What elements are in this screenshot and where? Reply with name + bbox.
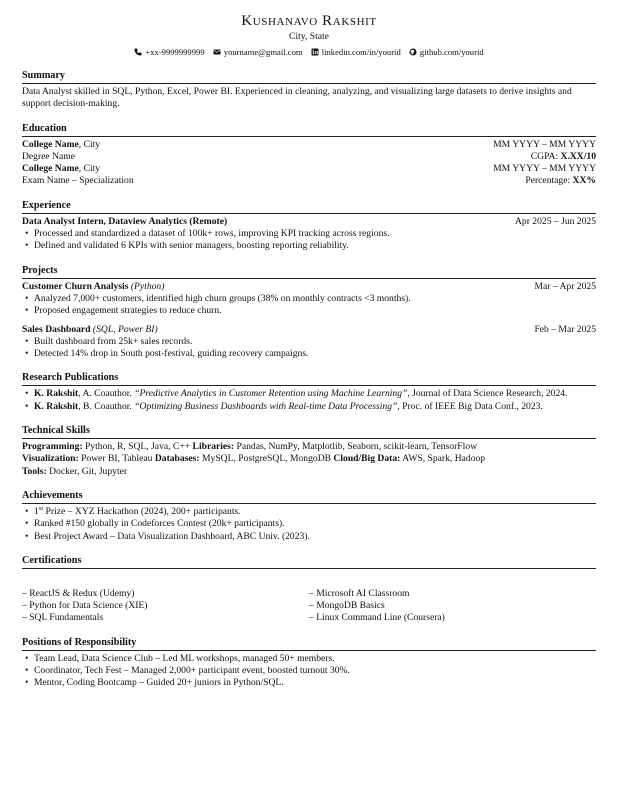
skill-value: Python, R, SQL, Java, C++ bbox=[82, 441, 193, 453]
candidate-location: City, State bbox=[289, 31, 329, 42]
list-item: • Built dashboard from 25k+ sales records. bbox=[22, 336, 596, 348]
publication-title: “Optimizing Business Dashboards with Real-time Data Processing” bbox=[134, 400, 398, 412]
publication-list bbox=[22, 388, 596, 413]
skill-label: Visualization: bbox=[22, 453, 79, 465]
project-tech: (SQL, Power BI) bbox=[92, 323, 158, 335]
summary-heading: Summary bbox=[22, 70, 596, 84]
list-item: • Defined and validated 6 KPIs with senior managers, boosting reporting reliability. bbox=[22, 240, 596, 252]
publication-author: K. Rakshit bbox=[34, 400, 79, 412]
project-name: Sales Dashboard bbox=[22, 323, 91, 335]
education-entry bbox=[22, 163, 596, 188]
experience-section bbox=[22, 200, 596, 253]
skills-line bbox=[22, 453, 596, 465]
achievement-rank: 1 bbox=[34, 505, 39, 517]
responsibility-heading: Positions of Responsibility bbox=[22, 637, 596, 651]
github-icon bbox=[409, 48, 417, 56]
skill-label: Tools: bbox=[22, 465, 47, 477]
certifications-section bbox=[22, 555, 596, 625]
contact-linkedin[interactable] bbox=[311, 46, 401, 58]
project-dates: Mar – Apr 2025 bbox=[534, 280, 596, 292]
project-tech: (Python) bbox=[130, 280, 165, 292]
list-item: – MongoDB Basics bbox=[309, 600, 385, 612]
experience-entry bbox=[22, 216, 596, 253]
publications-heading: Research Publications bbox=[22, 372, 596, 386]
resume-page bbox=[22, 10, 596, 690]
contact-phone[interactable] bbox=[134, 46, 204, 58]
education-dates: MM YYYY – MM YYYY bbox=[493, 163, 596, 175]
projects-heading: Projects bbox=[22, 265, 596, 279]
publication-item bbox=[22, 401, 596, 413]
skill-label: Programming: bbox=[22, 441, 83, 453]
job-bullets bbox=[22, 228, 596, 253]
project-entry bbox=[22, 324, 596, 361]
publication-coauthor: , B. Coauthor. bbox=[78, 400, 135, 412]
skills-line bbox=[22, 441, 596, 453]
email-icon bbox=[213, 48, 221, 56]
list-item: – ReactJS & Redux (Udemy) bbox=[22, 587, 135, 599]
list-item: • Detected 14% drop in South post-festival, guiding recovery campaigns. bbox=[22, 348, 596, 360]
project-bullets bbox=[22, 336, 596, 361]
list-item: • Team Lead, Data Science Club – Led ML workshops, managed 50+ members. bbox=[22, 653, 596, 665]
list-item: • Analyzed 7,000+ customers, identified high churn groups (38% on monthly contracts <3 months). bbox=[22, 293, 596, 305]
skill-value: Power BI, Tableau bbox=[78, 453, 155, 465]
skills-section bbox=[22, 425, 596, 478]
publication-coauthor: , A. Coauthor. bbox=[78, 388, 135, 400]
skill-value: AWS, Spark, Hadoop bbox=[400, 453, 486, 465]
education-entry bbox=[22, 139, 596, 164]
job-dates: Apr 2025 – Jun 2025 bbox=[514, 215, 596, 227]
list-item: • Ranked #150 globally in Codeforces Contest (20k+ participants). bbox=[22, 518, 596, 530]
skill-value: Pandas, NumPy, Matplotlib, Seaborn, scikit-learn, TensorFlow bbox=[234, 441, 478, 453]
skills-heading: Technical Skills bbox=[22, 425, 596, 439]
skill-value: MySQL, PostgreSQL, MongoDB bbox=[199, 453, 334, 465]
skills-line bbox=[22, 466, 596, 478]
summary-text: Data Analyst skilled in SQL, Python, Excel, Power BI. Experienced in cleaning, analyzing, and visualizing large datasets to derive insights and support decision-making. bbox=[22, 86, 572, 110]
school-name: College Name bbox=[22, 163, 79, 175]
list-item: • Best Project Award – Data Visualization Dashboard, ABC Univ. (2023). bbox=[22, 531, 596, 543]
list-item: – Linux Command Line (Coursera) bbox=[309, 612, 445, 624]
email-text: yourname@gmail.com bbox=[223, 47, 303, 57]
list-item: • Processed and standardized a dataset of 100k+ rows, improving KPI tracking across regions. bbox=[22, 228, 596, 240]
list-item: – Microsoft AI Classroom bbox=[309, 587, 410, 599]
degree-name: Degree Name bbox=[22, 150, 75, 162]
project-dates: Feb – Mar 2025 bbox=[534, 323, 596, 335]
responsibility-section bbox=[22, 637, 596, 690]
achievement-list bbox=[22, 506, 596, 543]
education-heading: Education bbox=[22, 123, 596, 137]
publication-venue: , Journal of Data Science Research, 2024. bbox=[407, 388, 568, 400]
school-city: , City bbox=[78, 138, 101, 150]
projects-section bbox=[22, 265, 596, 361]
list-item: – SQL Fundamentals bbox=[22, 612, 104, 624]
publication-author: K. Rakshit bbox=[34, 388, 79, 400]
phone-icon bbox=[134, 48, 142, 56]
job-role: Data Analyst Intern, Dataview Analytics (Remote) bbox=[22, 215, 228, 227]
contact-github[interactable] bbox=[409, 46, 484, 58]
candidate-name: Kushanavo Rakshit bbox=[241, 13, 377, 29]
school-city: , City bbox=[78, 163, 101, 175]
skill-value: Docker, Git, Jupyter bbox=[46, 465, 128, 477]
publication-title: “Predictive Analytics in Customer Retention using Machine Learning” bbox=[134, 388, 408, 400]
github-text: github.com/yourid bbox=[419, 47, 484, 57]
phone-text: +xx-9999999999 bbox=[145, 47, 205, 57]
list-item: • Proposed engagement strategies to reduce churn. bbox=[22, 305, 596, 317]
certification-column-left bbox=[22, 588, 309, 625]
achievement-rank-suffix: st bbox=[38, 504, 44, 512]
project-entry bbox=[22, 281, 596, 318]
skill-label: Libraries: bbox=[192, 441, 235, 453]
achievements-section bbox=[22, 490, 596, 543]
degree-name: Exam Name – Specialization bbox=[22, 175, 134, 187]
list-item: • Mentor, Coding Bootcamp – Guided 20+ juniors in Python/SQL. bbox=[22, 677, 596, 689]
publication-venue: , Proc. of IEEE Big Data Conf., 2023. bbox=[397, 400, 543, 412]
publication-item bbox=[22, 388, 596, 400]
publications-section bbox=[22, 372, 596, 413]
responsibility-list bbox=[22, 653, 596, 690]
score-label: Percentage: bbox=[525, 175, 573, 187]
achievement-text: Prize – XYZ Hackathon (2024), 200+ participants. bbox=[43, 505, 241, 517]
school-name: College Name bbox=[22, 138, 79, 150]
skill-label: Cloud/Big Data: bbox=[333, 453, 401, 465]
certification-columns bbox=[22, 588, 596, 625]
list-item: – Python for Data Science (XIE) bbox=[22, 600, 148, 612]
linkedin-icon bbox=[311, 48, 319, 56]
score-label: CGPA: bbox=[530, 150, 561, 162]
achievements-heading: Achievements bbox=[22, 490, 596, 504]
list-item: • Coordinator, Tech Fest – Managed 2,000+ participant event, boosted turnout 30%. bbox=[22, 665, 596, 677]
education-section bbox=[22, 123, 596, 188]
experience-heading: Experience bbox=[22, 200, 596, 214]
summary-section bbox=[22, 70, 596, 111]
skill-label: Databases: bbox=[154, 453, 200, 465]
score-value: X.XX/10 bbox=[560, 150, 596, 162]
contact-email[interactable] bbox=[213, 46, 303, 58]
score-value: XX% bbox=[572, 175, 596, 187]
project-name: Customer Churn Analysis bbox=[22, 280, 129, 292]
list-item bbox=[22, 506, 596, 518]
certification-column-right bbox=[309, 588, 596, 625]
contact-bar bbox=[22, 46, 596, 58]
certifications-heading: Certifications bbox=[22, 555, 596, 569]
education-dates: MM YYYY – MM YYYY bbox=[493, 138, 596, 150]
linkedin-text: linkedin.com/in/yourid bbox=[321, 47, 401, 57]
project-bullets bbox=[22, 293, 596, 318]
